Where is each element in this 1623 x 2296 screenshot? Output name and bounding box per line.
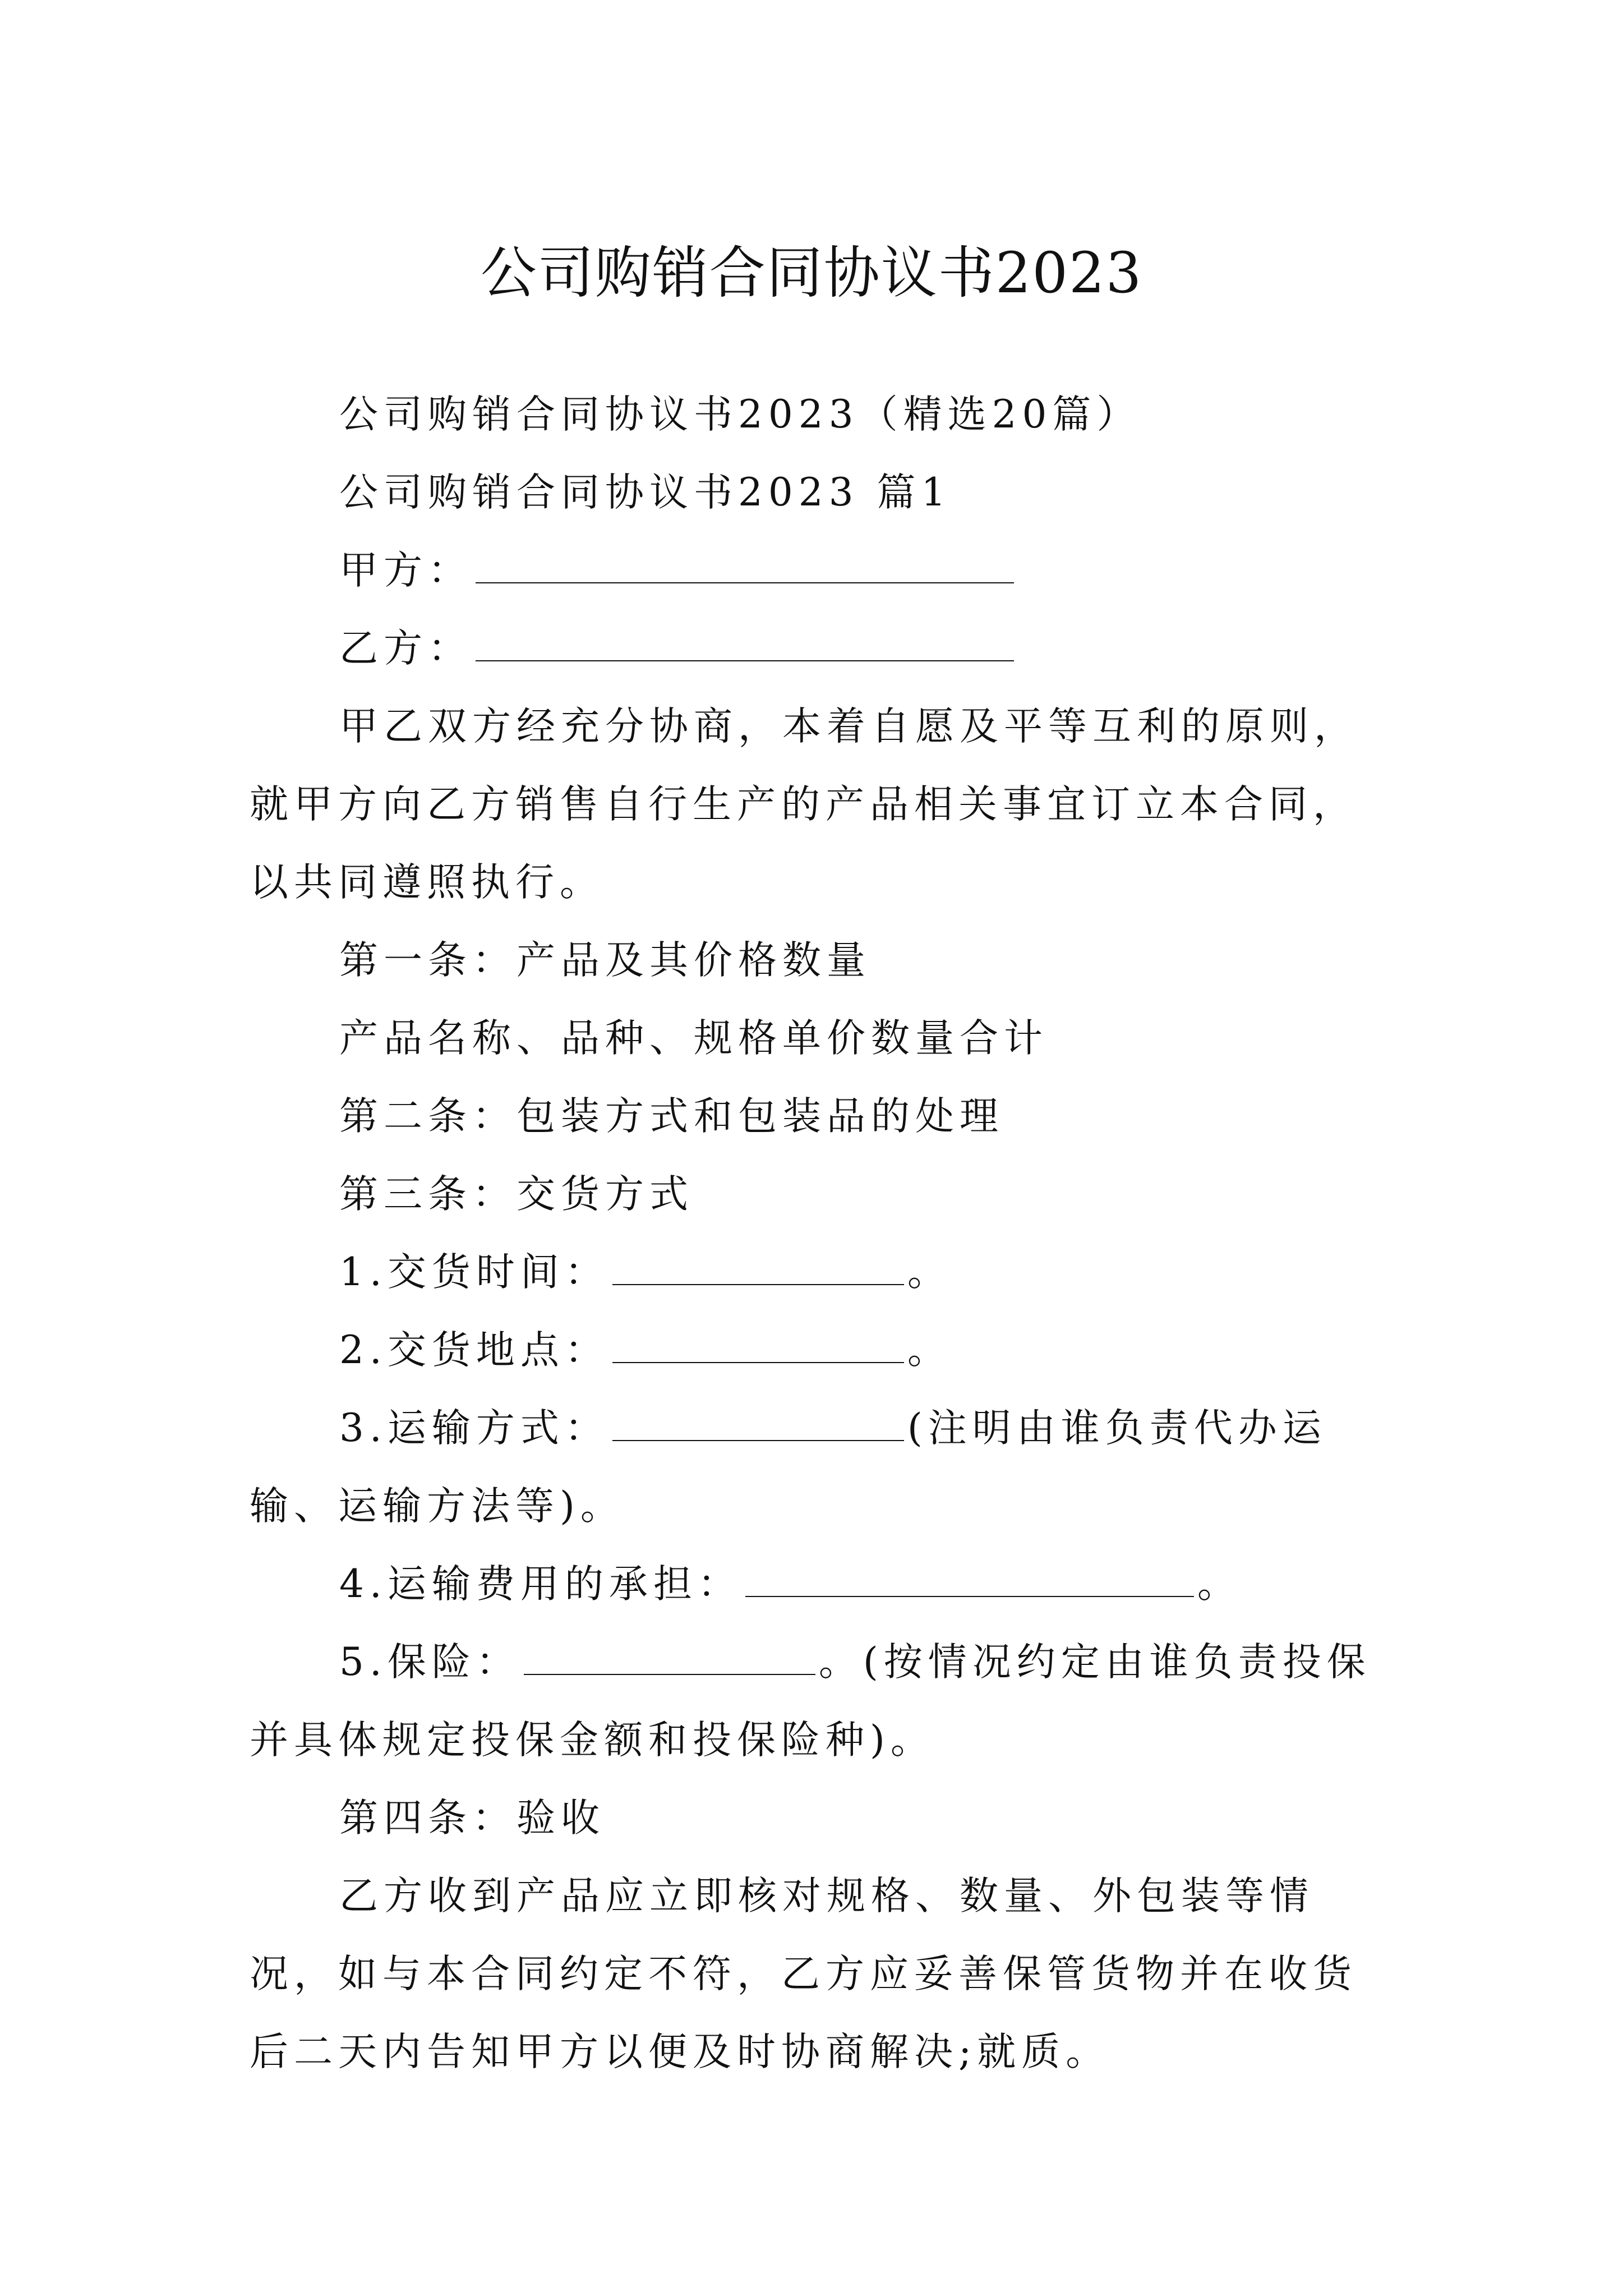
transport-cost-blank	[745, 1563, 1194, 1597]
transport-cost-label: 4.运输费用的承担：	[339, 1562, 742, 1607]
section-heading: 公司购销合同协议书2023 篇1	[339, 470, 952, 515]
delivery-place-end: 。	[907, 1328, 952, 1373]
transport-cost-line	[250, 1545, 1394, 1623]
article-3-heading: 第三条：交货方式	[339, 1172, 694, 1217]
transport-method-blank	[612, 1407, 904, 1441]
insurance-label: 5.保险：	[339, 1640, 520, 1685]
transport-method-label: 3.运输方式：	[339, 1406, 609, 1451]
delivery-time-line	[250, 1234, 1394, 1312]
insurance-note: 。(按情况约定由谁负责投保并具体规定投保金额和投保险种)。	[250, 1640, 1371, 1763]
party-b-blank	[476, 628, 1014, 661]
article-4-heading: 第四条：验收	[339, 1796, 605, 1841]
delivery-place-line	[250, 1312, 1394, 1389]
party-a-line	[250, 532, 1394, 610]
delivery-time-label: 1.交货时间：	[339, 1250, 609, 1295]
insurance-blank	[524, 1641, 815, 1675]
subtitle: 公司购销合同协议书2023（精选20篇）	[339, 392, 1141, 437]
delivery-place-blank	[612, 1329, 904, 1363]
party-b-label: 乙方：	[339, 626, 472, 671]
party-a-blank	[476, 550, 1014, 583]
document-title: 公司购销合同协议书2023	[480, 240, 1143, 306]
article-1-fields: 产品名称、品种、规格单价数量合计	[339, 1016, 1048, 1061]
transport-cost-end: 。	[1197, 1562, 1242, 1607]
article-4-paragraph: 乙方收到产品应立即核对规格、数量、外包装等情况，如与本合同约定不符，乙方应妥善保管货物并在收货后二天内告知甲方以便及时协商解决;就质。	[250, 1874, 1357, 2074]
insurance-line	[250, 1623, 1394, 1779]
intro-paragraph: 甲乙双方经充分协商，本着自愿及平等互利的原则，就甲方向乙方销售自行生产的产品相关事宜订立本合同，以共同遵照执行。	[250, 704, 1358, 905]
document-body	[250, 376, 1394, 2091]
delivery-time-end: 。	[907, 1250, 952, 1295]
article-1-heading: 第一条：产品及其价格数量	[339, 938, 871, 983]
article-2-heading: 第二条：包装方式和包装品的处理	[339, 1094, 1004, 1139]
delivery-time-blank	[612, 1251, 904, 1285]
party-a-label: 甲方：	[339, 548, 472, 593]
delivery-place-label: 2.交货地点：	[339, 1328, 609, 1373]
transport-method-line	[250, 1389, 1394, 1545]
party-b-line	[250, 610, 1394, 688]
transport-method-note: (注明由谁负责代办运输、运输方法等)。	[250, 1406, 1327, 1529]
